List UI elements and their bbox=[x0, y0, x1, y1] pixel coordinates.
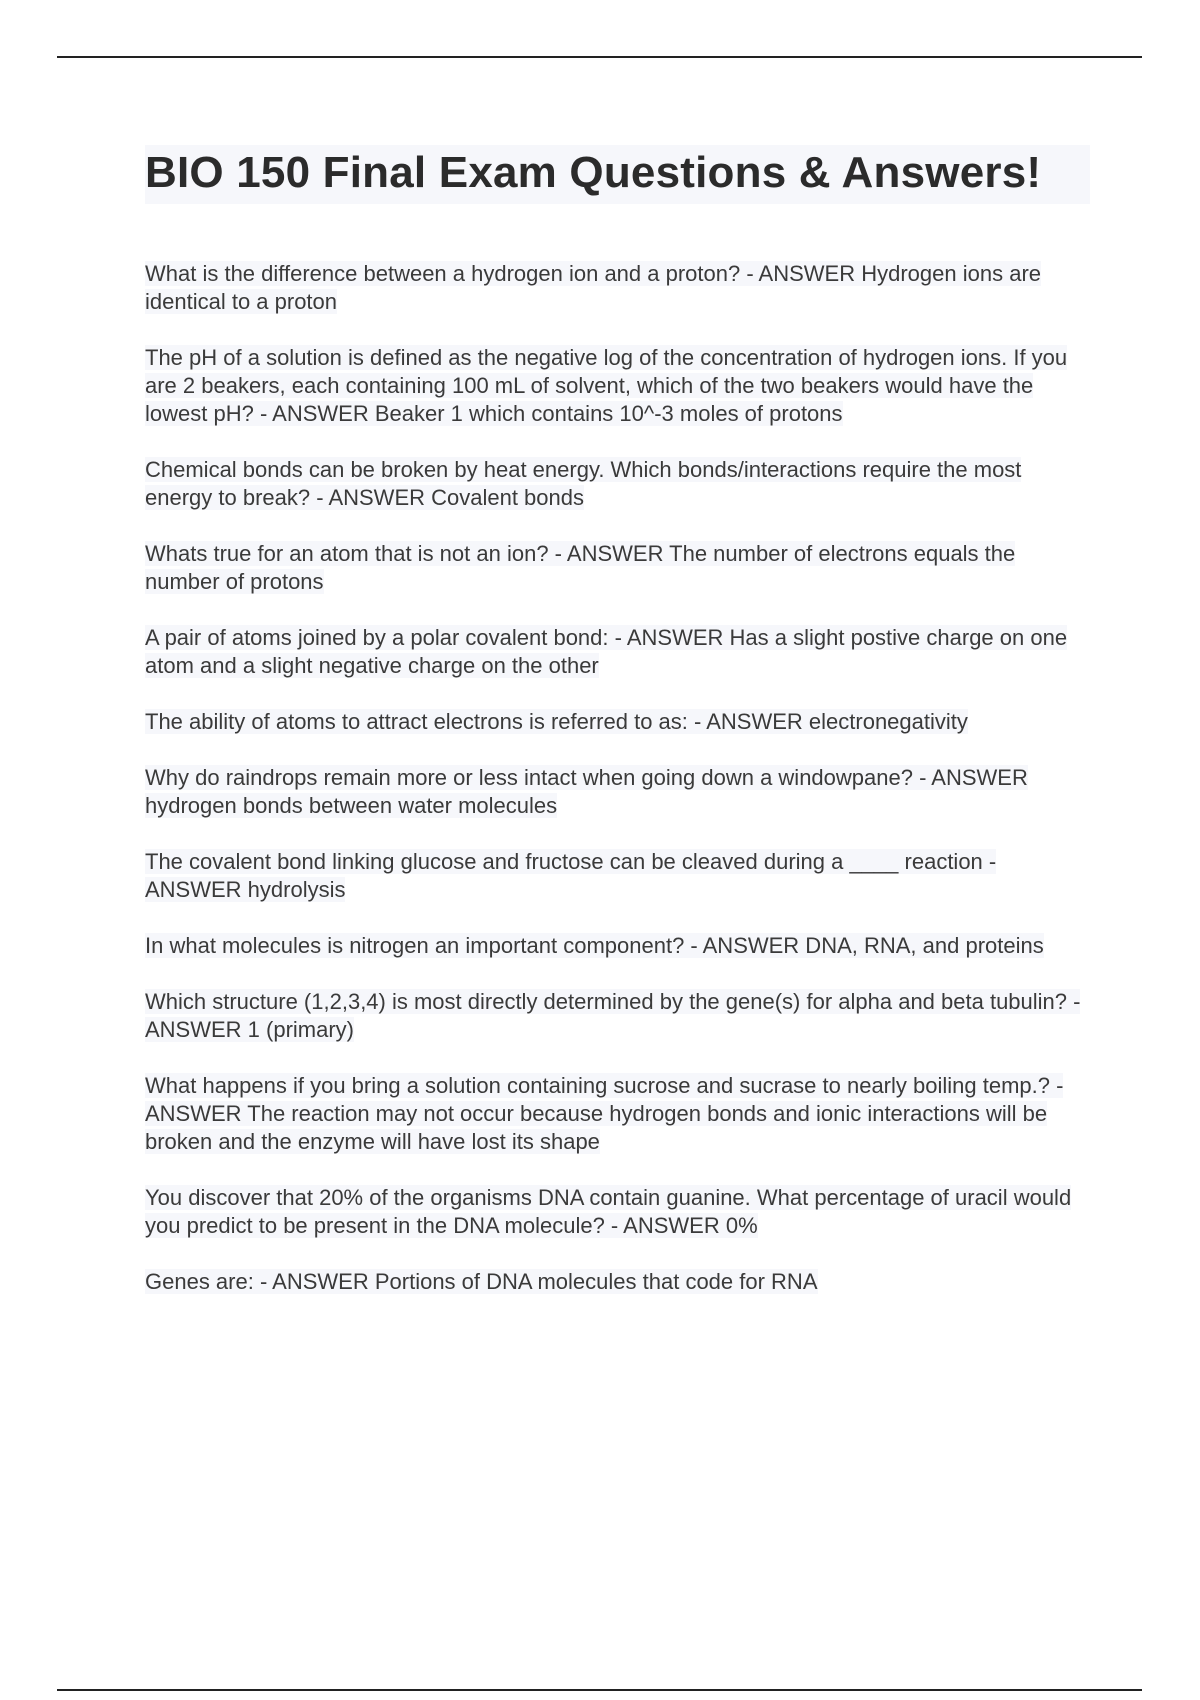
qa-text: A pair of atoms joined by a polar covalent bond: - ANSWER Has a slight postive charge on one atom and a slight negative charge on the other bbox=[145, 625, 1068, 678]
qa-text: Whats true for an atom that is not an ion? - ANSWER The number of electrons equals the number of protons bbox=[145, 541, 1016, 594]
qa-text: Genes are: - ANSWER Portions of DNA molecules that code for RNA bbox=[145, 1269, 818, 1294]
qa-text: The pH of a solution is defined as the negative log of the concentration of hydrogen ions. If you are 2 beakers, each containing 100 mL of solvent, which of the two beakers would have the lowest pH? - ANSWER Beaker 1 which contains 10^-3 moles of protons bbox=[145, 345, 1068, 426]
qa-list bbox=[145, 260, 1090, 1296]
document-body bbox=[145, 145, 1090, 1324]
qa-text: You discover that 20% of the organisms DNA contain guanine. What percentage of uracil would you predict to be present in the DNA molecule? - ANSWER 0% bbox=[145, 1185, 1072, 1238]
qa-text: Chemical bonds can be broken by heat energy. Which bonds/interactions require the most energy to break? - ANSWER Covalent bonds bbox=[145, 457, 1022, 510]
qa-item bbox=[145, 344, 1090, 428]
qa-item bbox=[145, 1184, 1090, 1240]
qa-item bbox=[145, 988, 1090, 1044]
qa-item bbox=[145, 1072, 1090, 1156]
qa-item bbox=[145, 260, 1090, 316]
qa-item bbox=[145, 624, 1090, 680]
qa-item bbox=[145, 456, 1090, 512]
qa-item bbox=[145, 848, 1090, 904]
qa-item bbox=[145, 764, 1090, 820]
title-block bbox=[145, 145, 1090, 204]
document-title: BIO 150 Final Exam Questions & Answers! bbox=[145, 148, 1042, 197]
qa-item bbox=[145, 932, 1090, 960]
qa-text: What happens if you bring a solution containing sucrose and sucrase to nearly boiling temp.? - ANSWER The reaction may not occur because hydrogen bonds and ionic interactions will be broken and the enzyme will have lost its shape bbox=[145, 1073, 1064, 1154]
qa-text: Why do raindrops remain more or less intact when going down a windowpane? - ANSWER hydrogen bonds between water molecules bbox=[145, 765, 1028, 818]
bottom-rule bbox=[57, 1689, 1142, 1691]
qa-item bbox=[145, 540, 1090, 596]
qa-text: What is the difference between a hydrogen ion and a proton? - ANSWER Hydrogen ions are identical to a proton bbox=[145, 261, 1042, 314]
qa-text: The ability of atoms to attract electrons is referred to as: - ANSWER electronegativity bbox=[145, 709, 968, 734]
qa-item bbox=[145, 1268, 1090, 1296]
qa-text: Which structure (1,2,3,4) is most directly determined by the gene(s) for alpha and beta tubulin? - ANSWER 1 (primary) bbox=[145, 989, 1081, 1042]
qa-text: The covalent bond linking glucose and fructose can be cleaved during a ____ reaction - ANSWER hydrolysis bbox=[145, 849, 997, 902]
qa-text: In what molecules is nitrogen an important component? - ANSWER DNA, RNA, and proteins bbox=[145, 933, 1044, 958]
qa-item bbox=[145, 708, 1090, 736]
top-rule bbox=[57, 56, 1142, 58]
